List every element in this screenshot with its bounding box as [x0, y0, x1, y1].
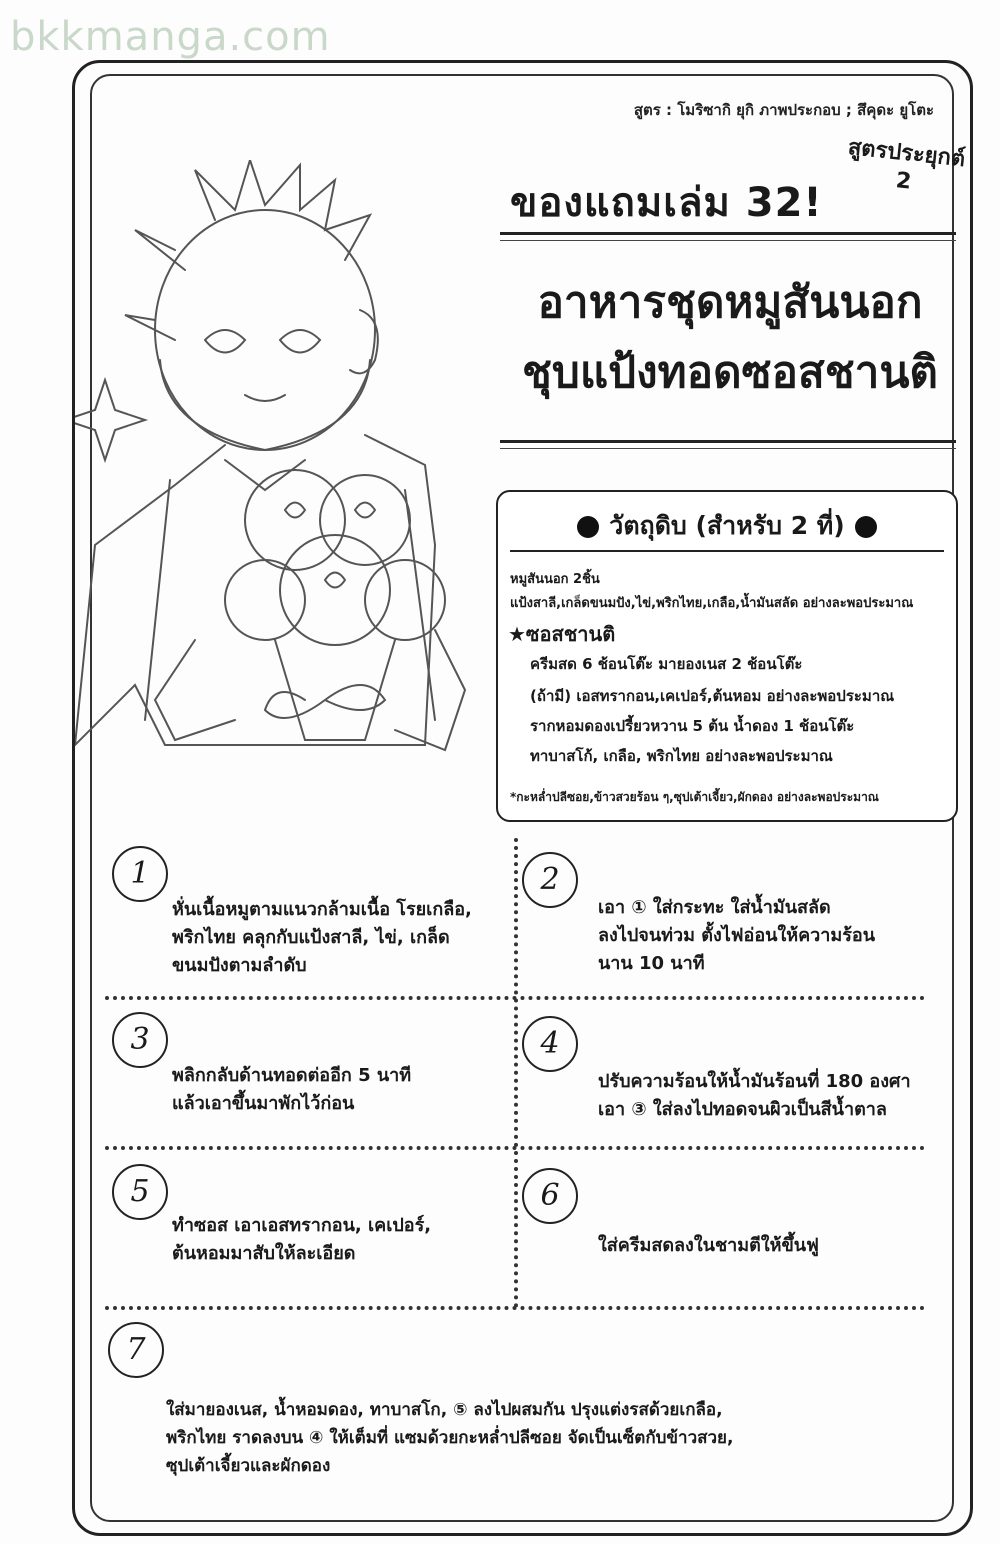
- step-number-6: 6: [522, 1168, 578, 1224]
- column-divider: [514, 838, 518, 1308]
- step-number-3: 3: [112, 1012, 168, 1068]
- serving-note: *กะหล่ำปลีซอย,ข้าวสวยร้อน ๆ,ซุปเต้าเจี้ยว,ผักดอง อย่างละพอประมาณ: [510, 790, 879, 804]
- step-number-1: 1: [112, 846, 168, 902]
- row-divider: [105, 1146, 925, 1150]
- sauce-ingredient-line: ทาบาสโก้, เกลือ, พริกไทย อย่างละพอประมาณ: [530, 747, 833, 765]
- badge-label: สูตรประยุกต์: [846, 134, 967, 173]
- sauce-title: ★ซอสชานติ: [508, 622, 616, 646]
- ingredients-box: [496, 490, 958, 822]
- ingredients-heading: วัตถุดิบ (สำหรับ 2 ที่): [609, 511, 845, 540]
- step-number-4: 4: [522, 1016, 578, 1072]
- sauce-ingredient-line: ครีมสด 6 ช้อนโต๊ะ มายองเนส 2 ช้อนโต๊ะ: [530, 655, 803, 673]
- row-divider: [105, 1306, 925, 1310]
- watermark: bkkmanga.com: [10, 14, 331, 60]
- dish-title-line-2: ชุบแป้งทอดซอสชานติ: [522, 347, 938, 398]
- step-text-2: เอา ① ใส่กระทะ ใส่น้ำมันสลัด ลงไปจนท่วม ตั้งไฟอ่อนให้ความร้อน นาน 10 นาที: [598, 897, 876, 974]
- page-title: ของแถมเล่ม 32!: [510, 180, 823, 226]
- bullet-dot-icon: [855, 516, 877, 538]
- ingredients-separator: [510, 550, 944, 552]
- row-divider: [105, 996, 925, 1000]
- bullet-dot-icon: [577, 516, 599, 538]
- ingredient-line: แป้งสาลี,เกล็ดขนมปัง,ไข่,พริกไทย,เกลือ,น้ำมันสลัด อย่างละพอประมาณ: [510, 596, 914, 611]
- dish-title: [505, 268, 955, 408]
- step-text-6: ใส่ครีมสดลงในชามตีให้ขึ้นฟู: [598, 1235, 819, 1256]
- sauce-ingredient-line: รากหอมดองเปรี้ยวหวาน 5 ต้น น้ำดอง 1 ช้อนโต๊ะ: [530, 717, 855, 735]
- ingredients-header: [498, 506, 956, 546]
- step-number-5: 5: [112, 1164, 168, 1220]
- dish-title-line-1: อาหารชุดหมูสันนอก: [537, 277, 923, 328]
- step-text-3: พลิกกลับด้านทอดต่ออีก 5 นาที แล้วเอาขึ้นมาพักไว้ก่อน: [172, 1065, 412, 1114]
- step-text-4: ปรับความร้อนให้น้ำมันร้อนที่ 180 องศา เอา ③ ใส่ลงไปทอดจนผิวเป็นสีน้ำตาล: [598, 1071, 911, 1120]
- ingredient-line: หมูสันนอก 2ชิ้น: [510, 572, 600, 587]
- character-illustration: [75, 160, 505, 810]
- badge-number: 2: [894, 168, 913, 195]
- step-text-7: ใส่มายองเนส, น้ำหอมดอง, ทาบาสโก, ⑤ ลงไปผสมกัน ปรุงแต่งรสด้วยเกลือ, พริกไทย ราดลงบน ④ ให้เต็มที่ แซมด้วยกะหล่ำปลีซอย จัดเป็นเซ็ตกับข้าวสวย, ซุปเต้าเจี้ยวและผักดอง: [166, 1400, 734, 1476]
- step-text-1: หั่นเนื้อหมูตามแนวกล้ามเนื้อ โรยเกลือ, พริกไทย คลุกกับแป้งสาลี, ไข่, เกล็ด ขนมปังตามลำดับ: [172, 899, 472, 976]
- step-text-5: ทำซอส เอาเอสทรากอน, เคเปอร์, ต้นหอมมาสับให้ละเอียด: [172, 1215, 432, 1264]
- step-number-2: 2: [522, 852, 578, 908]
- step-number-7: 7: [108, 1322, 164, 1378]
- divider-top: [500, 232, 956, 235]
- divider-bottom: [500, 440, 956, 443]
- sauce-ingredient-line: (ถ้ามี) เอสทรากอน,เคเปอร์,ต้นหอม อย่างละพอประมาณ: [530, 687, 895, 705]
- credits: สูตร : โมริซากิ ยุกิ ภาพประกอบ ; สึคุดะ ยูโตะ: [633, 101, 934, 119]
